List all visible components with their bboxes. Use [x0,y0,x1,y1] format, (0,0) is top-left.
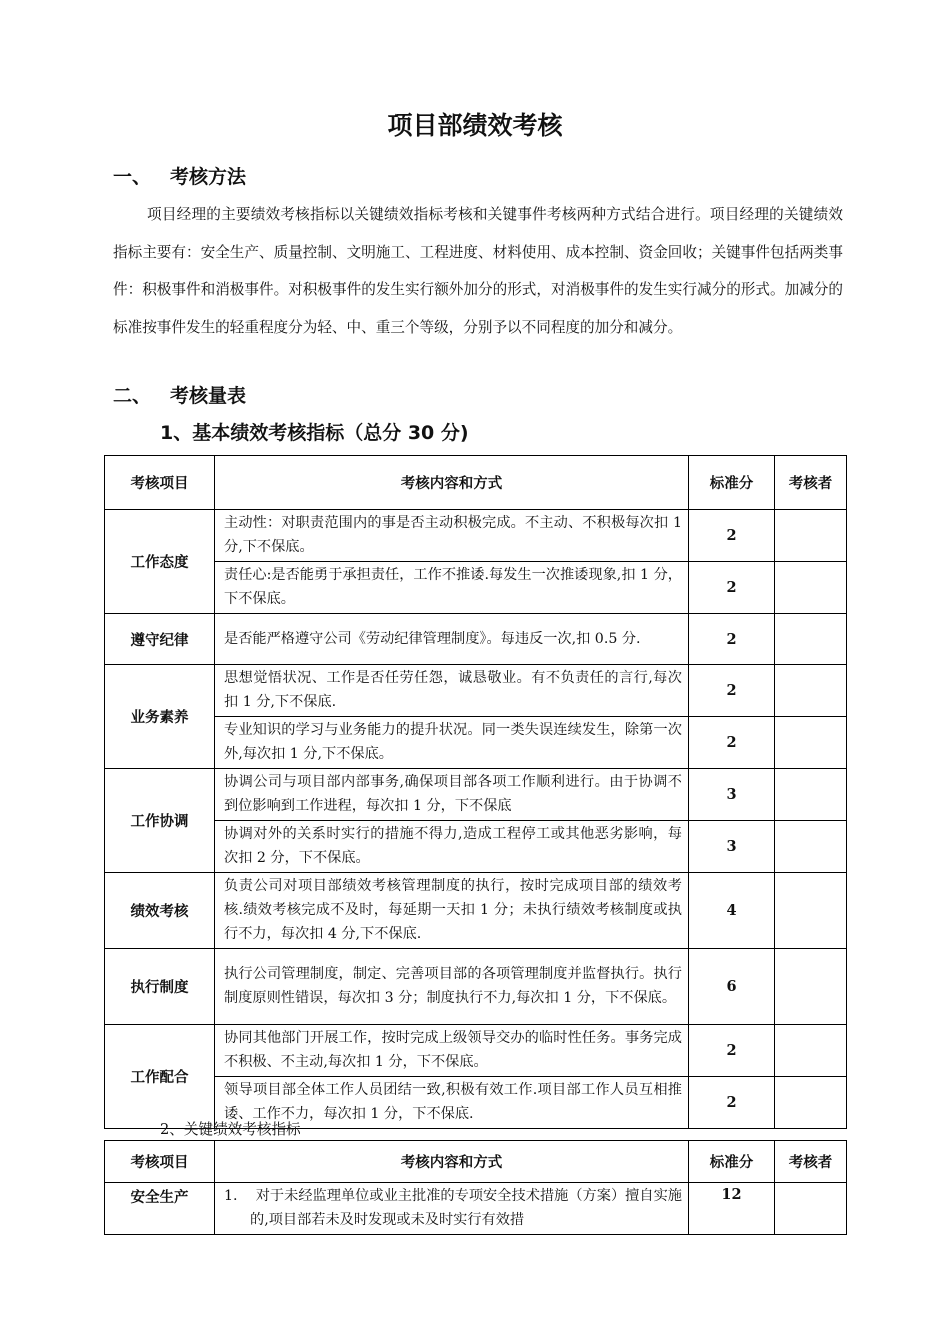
header-assessor: 考核者 [775,1141,847,1183]
table-row [105,717,847,769]
score-cell: 12 [689,1183,775,1235]
header-score: 标准分 [689,1141,775,1183]
assessor-cell [775,562,847,614]
assessor-cell [775,614,847,665]
table-header-row [105,456,847,510]
content-cell: 负责公司对项目部绩效考核管理制度的执行，按时完成项目部的绩效考核.绩效考核完成不及时，每延期一天扣 1 分；未执行绩效考核制度或执行不力，每次扣 4 分,下不保底. [215,873,689,949]
list-number: 1. [224,1188,238,1204]
header-content: 考核内容和方式 [215,456,689,510]
document-title: 项目部绩效考核 [387,111,563,140]
section-number: 二、 [113,385,152,407]
category-cell: 安全生产 [105,1183,215,1235]
list-item [224,1184,682,1232]
score-cell: 3 [689,769,775,821]
content-cell: 协调对外的关系时实行的措施不得力,造成工程停工或其他恶劣影响，每次扣 2 分，下不保底。 [215,821,689,873]
content-cell: 协调公司与项目部内部事务,确保项目部各项工作顺利进行。由于协调不到位影响到工作进程，每次扣 1 分，下不保底 [215,769,689,821]
content-cell: 协同其他部门开展工作，按时完成上级领导交办的临时性任务。事务完成不积极、不主动,每次扣 1 分，下不保底。 [215,1025,689,1077]
content-cell: 是否能严格遵守公司《劳动纪律管理制度》。每违反一次,扣 0.5 分. [215,614,689,665]
assessor-cell [775,1183,847,1235]
category-cell: 绩效考核 [105,873,215,949]
key-indicators-table [104,1140,847,1235]
table-row [105,873,847,949]
table-row [105,614,847,665]
table-row [105,769,847,821]
table-row [105,821,847,873]
table-row [105,1025,847,1077]
section-title: 考核量表 [170,385,247,407]
content-cell: 思想觉悟状况、工作是否任劳任怨，诚恳敬业。有不负责任的言行,每次扣 1 分,下不保底. [215,665,689,717]
section-number: 一、 [113,166,152,188]
score-cell: 2 [689,614,775,665]
category-cell: 工作协调 [105,769,215,873]
assessor-cell [775,1025,847,1077]
score-cell: 2 [689,717,775,769]
table-row [105,949,847,1025]
subheading-key-indicators: 2、关键绩效考核指标 [160,1121,301,1138]
header-assessor: 考核者 [775,456,847,510]
list-text: 对于未经监理单位或业主批准的专项安全技术措施（方案）擅自实施的,项目部若未及时发现或未及时实行有效措 [250,1188,682,1228]
header-score: 标准分 [689,456,775,510]
basic-indicators-table [104,455,847,1129]
header-item: 考核项目 [105,456,215,510]
score-cell: 2 [689,665,775,717]
content-cell: 执行公司管理制度，制定、完善项目部的各项管理制度并监督执行。执行制度原则性错误，每次扣 3 分；制度执行不力,每次扣 1 分，下不保底。 [215,949,689,1025]
table-row [105,1183,847,1235]
subheading-basic-indicators: 1、基本绩效考核指标（总分 30 分) [160,422,469,444]
category-cell: 工作配合 [105,1025,215,1129]
assessor-cell [775,665,847,717]
method-paragraph: 项目经理的主要绩效考核指标以关键绩效指标考核和关键事件考核两种方式结合进行。项目经理的关键绩效指标主要有：安全生产、质量控制、文明施工、工程进度、材料使用、成本控制、资金回收；关键事件包括两类事件：积极事件和消极事件。对积极事件的发生实行额外加分的形式，对消极事件的发生实行减分的形式。加减分的标准按事件发生的轻重程度分为轻、中、重三个等级，分别予以不同程度的加分和减分。 [113,206,843,336]
category-cell: 业务素养 [105,665,215,769]
score-cell: 6 [689,949,775,1025]
category-cell: 执行制度 [105,949,215,1025]
score-cell: 3 [689,821,775,873]
header-item: 考核项目 [105,1141,215,1183]
content-cell: 领导项目部全体工作人员团结一致,积极有效工作.项目部工作人员互相推诿、工作不力，每次扣 1 分，下不保底. [215,1077,689,1129]
score-cell: 4 [689,873,775,949]
content-cell: 专业知识的学习与业务能力的提升状况。同一类失误连续发生，除第一次外,每次扣 1 分,下不保底。 [215,717,689,769]
table-row [105,510,847,562]
content-cell [215,1183,689,1235]
assessor-cell [775,821,847,873]
score-cell: 2 [689,1077,775,1129]
assessor-cell [775,717,847,769]
score-cell: 2 [689,562,775,614]
assessor-cell [775,510,847,562]
category-cell: 遵守纪律 [105,614,215,665]
assessor-cell [775,949,847,1025]
section-title: 考核方法 [170,166,247,188]
content-cell: 责任心:是否能勇于承担责任，工作不推诿.每发生一次推诿现象,扣 1 分，下不保底。 [215,562,689,614]
assessor-cell [775,1077,847,1129]
table-row [105,562,847,614]
assessor-cell [775,873,847,949]
content-cell: 主动性：对职责范围内的事是否主动积极完成。不主动、不积极每次扣 1 分,下不保底。 [215,510,689,562]
score-cell: 2 [689,510,775,562]
score-cell: 2 [689,1025,775,1077]
table-row [105,665,847,717]
section-heading-scale [113,381,246,408]
section-heading-method [113,162,246,189]
header-content: 考核内容和方式 [215,1141,689,1183]
category-cell: 工作态度 [105,510,215,614]
assessor-cell [775,769,847,821]
table-header-row [105,1141,847,1183]
